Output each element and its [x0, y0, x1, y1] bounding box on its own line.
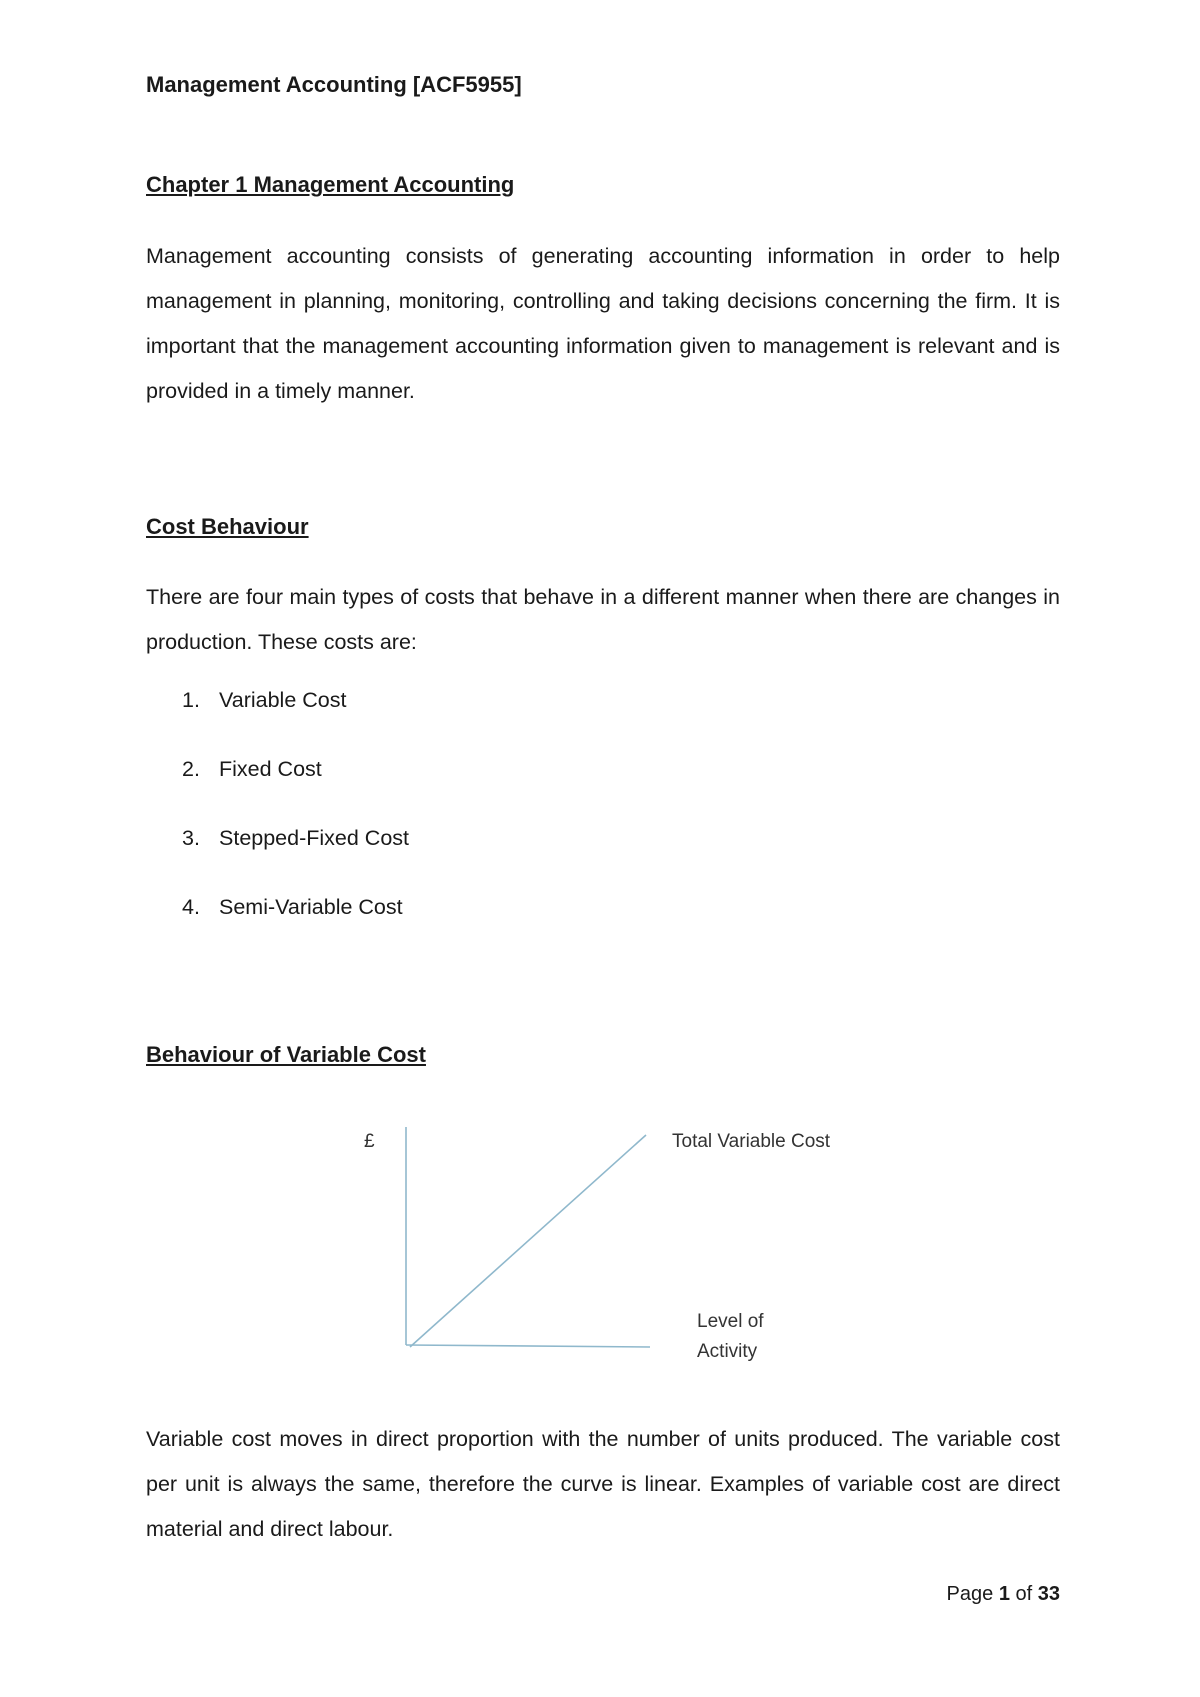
list-item-label: Variable Cost	[219, 688, 347, 712]
chapter-paragraph: Management accounting consists of generating accounting information in order to help management in planning, monitoring, controlling and taking decisions concerning the firm. It is important that the management accounting information given to management is relevant and is provided in a timely manner.	[146, 244, 1060, 403]
list-item	[146, 757, 409, 826]
variable-cost-heading: Behaviour of Variable Cost	[146, 1042, 426, 1067]
total-variable-cost-line	[410, 1135, 646, 1347]
chapter-heading: Chapter 1 Management Accounting	[146, 172, 515, 197]
x-axis-label-line2: Activity	[697, 1341, 758, 1362]
y-axis-label: £	[364, 1131, 375, 1152]
list-item	[146, 895, 409, 964]
variable-cost-chart	[340, 1115, 880, 1385]
list-item-label: Semi-Variable Cost	[219, 895, 403, 919]
page-prefix: Page	[946, 1583, 994, 1605]
list-item	[146, 826, 409, 895]
list-item-label: Fixed Cost	[219, 757, 322, 781]
list-item-label: Stepped-Fixed Cost	[219, 826, 410, 850]
cost-behaviour-paragraph: There are four main types of costs that behave in a different manner when there are changes in production. These costs are:	[146, 585, 1060, 654]
list-item-number: 1.	[182, 688, 200, 712]
variable-cost-paragraph: Variable cost moves in direct proportion with the number of units produced. The variable cost per unit is always the same, therefore the curve is linear. Examples of variable cost are direct material and direct labour.	[146, 1427, 1060, 1541]
list-item-number: 4.	[182, 895, 200, 919]
list-item-number: 3.	[182, 826, 200, 850]
document-header: Management Accounting [ACF5955]	[146, 72, 522, 97]
x-axis-label-line1: Level of	[697, 1311, 764, 1332]
list-item	[146, 688, 409, 757]
cost-behaviour-heading: Cost Behaviour	[146, 514, 309, 539]
series-label: Total Variable Cost	[672, 1131, 831, 1152]
page-total: 33	[1037, 1583, 1060, 1605]
page-of: of	[1015, 1583, 1033, 1605]
x-axis	[406, 1345, 650, 1347]
list-item-number: 2.	[182, 757, 200, 781]
page-current: 1	[998, 1583, 1010, 1605]
page-number	[900, 1583, 1060, 1606]
cost-types-list	[146, 688, 409, 964]
